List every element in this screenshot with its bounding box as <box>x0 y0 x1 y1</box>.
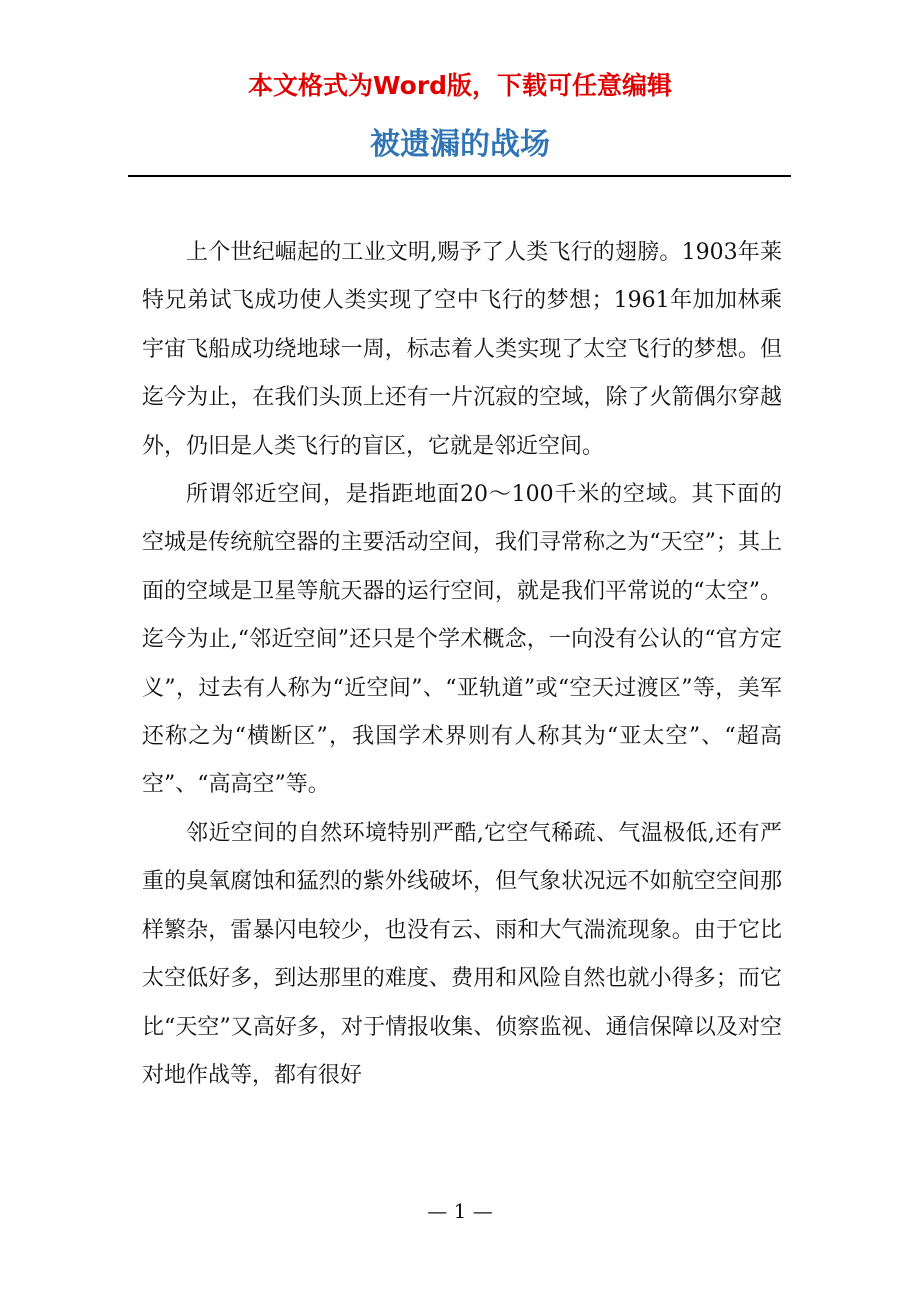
document-body <box>142 229 782 1100</box>
paragraph-1: 上个世纪崛起的工业文明,赐予了人类飞行的翅膀。1903年莱特兄弟试飞成功使人类实现了空中飞行的梦想；1961年加加林乘宇宙飞船成功绕地球一周，标志着人类实现了太空飞行的梦想。但迄今为止，在我们头顶上还有一片沉寂的空域，除了火箭偶尔穿越外，仍旧是人类飞行的盲区，它就是邻近空间。 <box>142 240 782 459</box>
paragraph-2: 所谓邻近空间，是指距地面20～100千米的空域。其下面的空城是传统航空器的主要活动空间，我们寻常称之为“天空”；其上面的空域是卫星等航天器的运行空间，就是我们平常说的“太空”。迄今为止,“邻近空间”还只是个学术概念，一向没有公认的“官方定义”，过去有人称为“近空间”、“亚轨道”或“空天过渡区”等，美军还称之为“横断区”，我国学术界则有人称其为“亚太空”、“超高空”、“高高空”等。 <box>142 482 782 798</box>
format-notice: 本文格式为Word版，下载可任意编辑 <box>247 71 673 100</box>
paragraph-3: 邻近空间的自然环境特别严酷,它空气稀疏、气温极低,还有严重的臭氧腐蚀和猛烈的紫外线破坏，但气象状况远不如航空空间那样繁杂，雷暴闪电较少，也没有云、雨和大气湍流现象。由于它比太空低好多，到达那里的难度、费用和风险自然也就小得多；而它比“天空”又高好多，对于情报收集、侦察监视、通信保障以及对空对地作战等，都有很好 <box>142 820 782 1088</box>
page-number: — 1 — <box>427 1199 493 1223</box>
title-divider <box>128 175 791 177</box>
document-title: 被遗漏的战场 <box>370 127 550 162</box>
